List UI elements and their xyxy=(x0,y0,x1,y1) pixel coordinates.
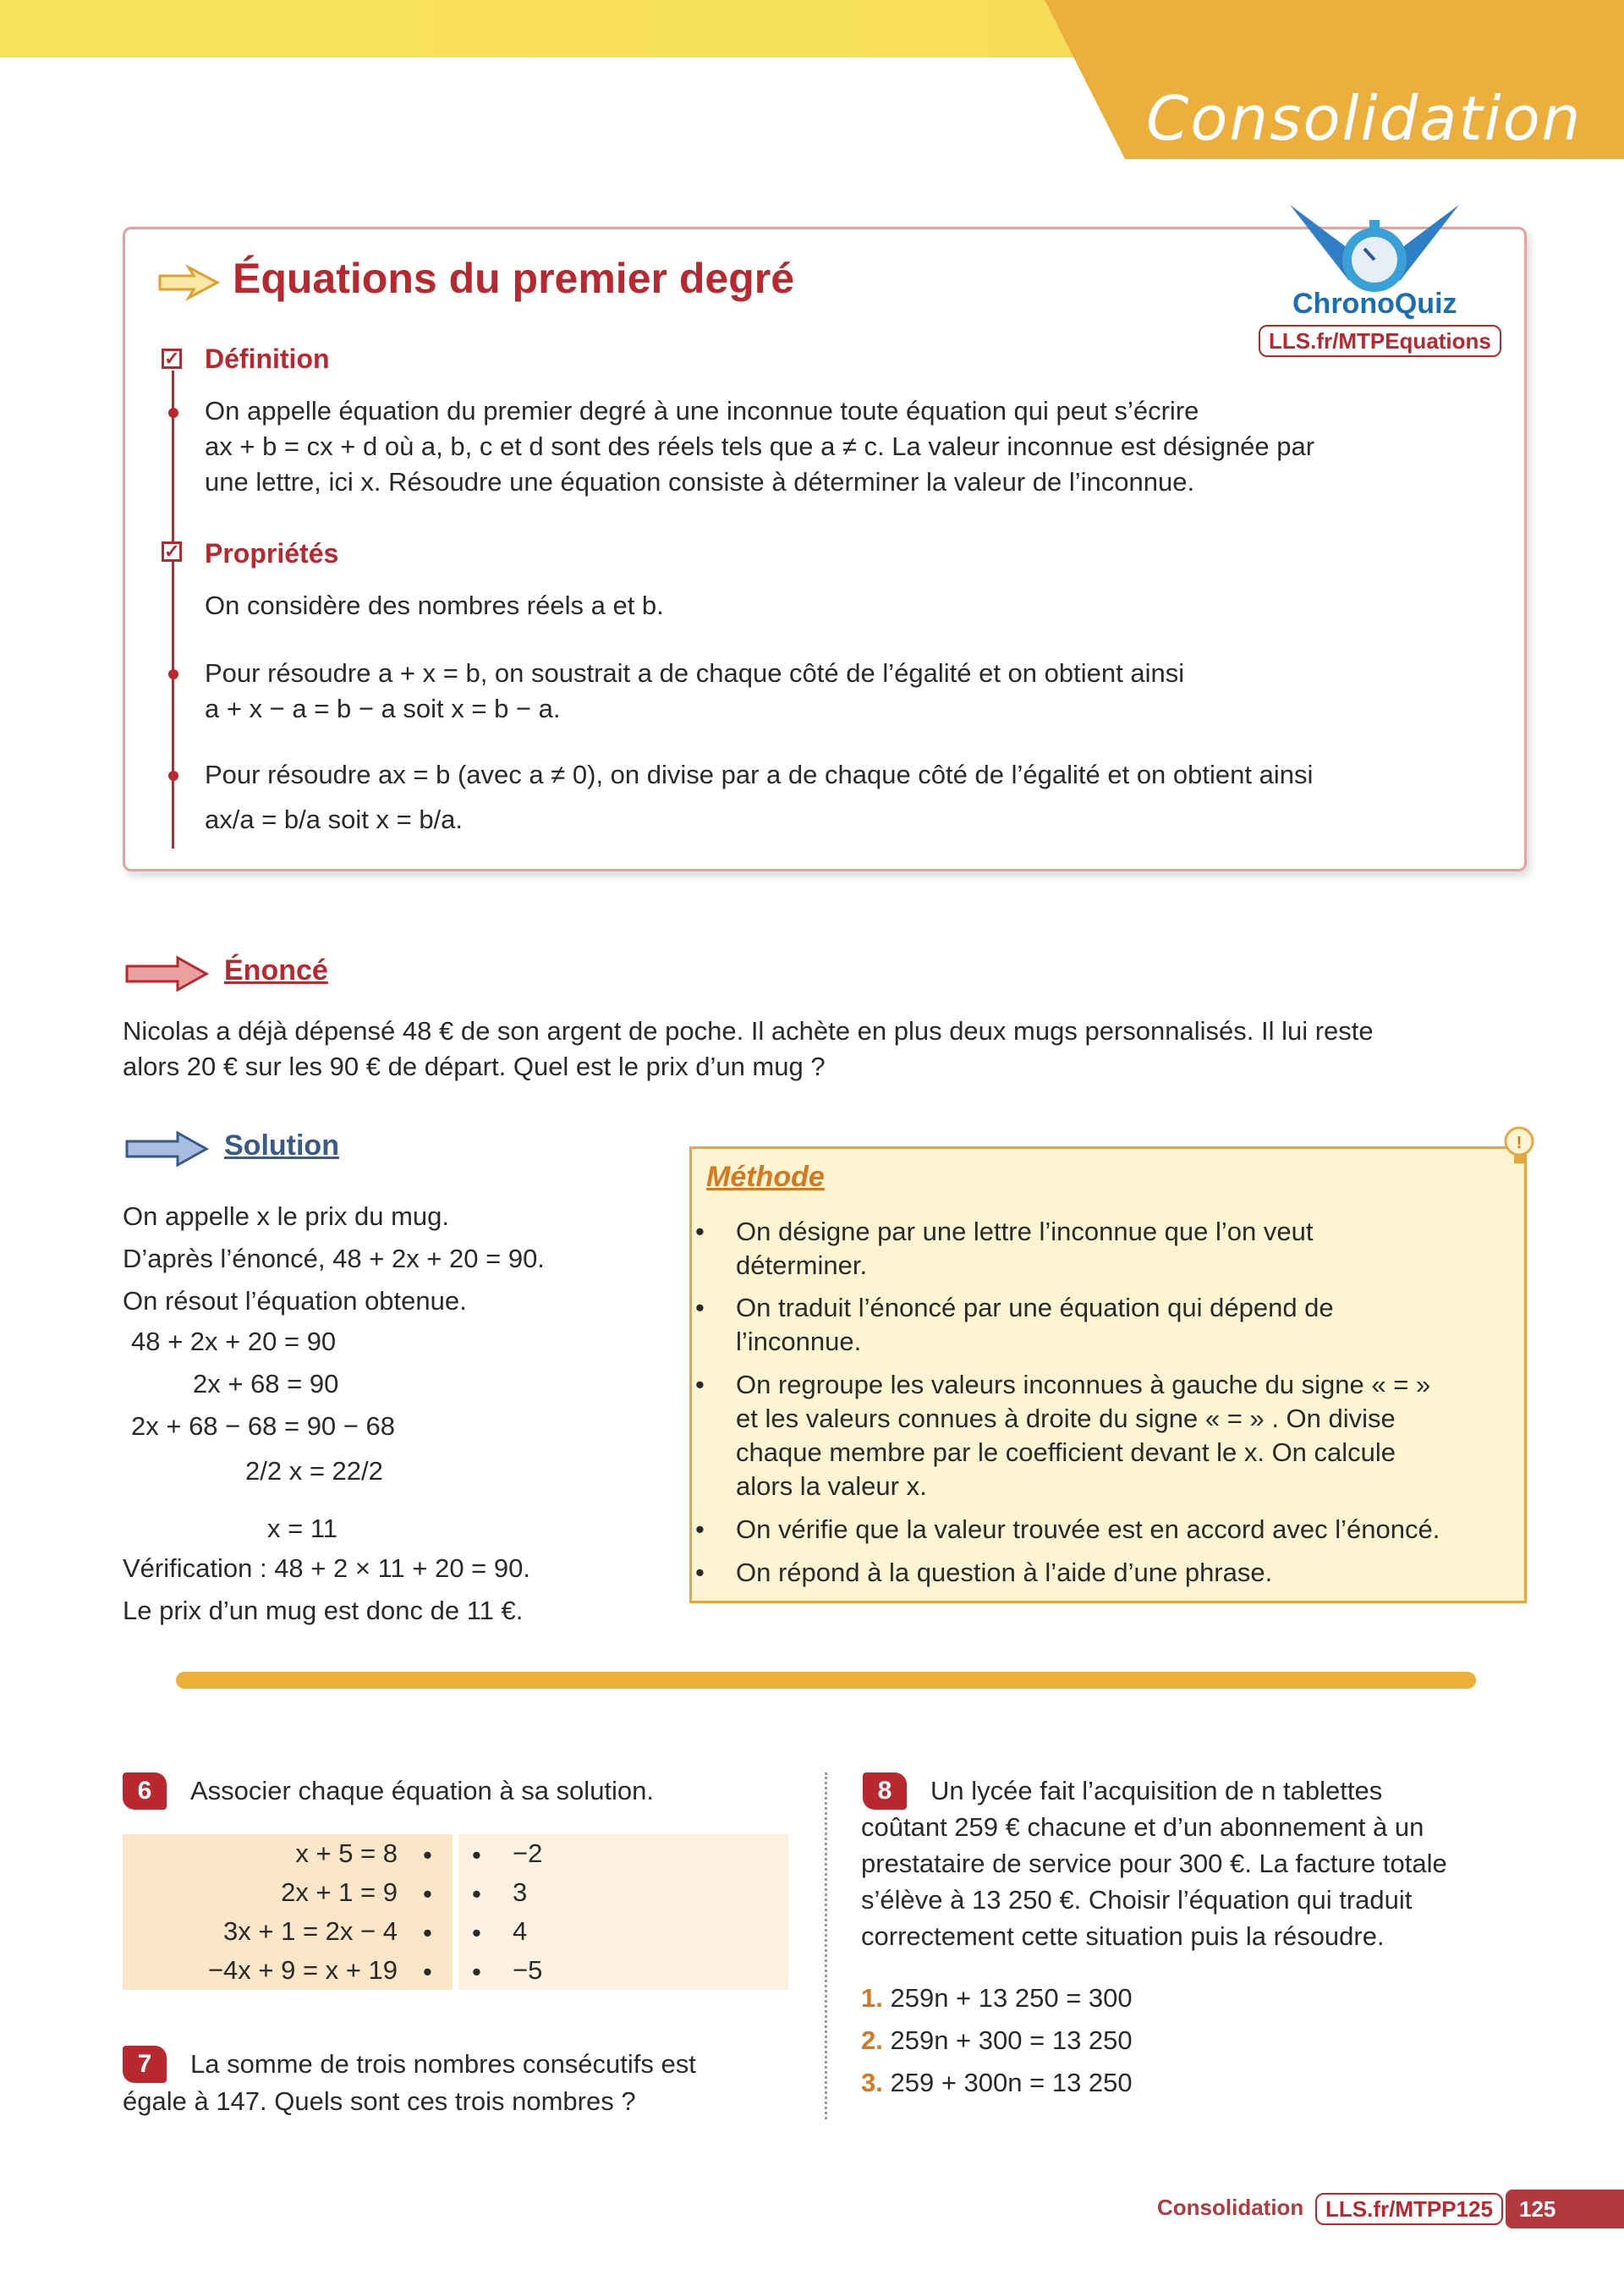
footer-section: Consolidation xyxy=(1157,2195,1304,2220)
column-divider xyxy=(825,1772,827,2119)
solution-line: 48 + 2x + 20 = 90 xyxy=(131,1327,337,1356)
exercise-prompt: Associer chaque équation à sa solution. xyxy=(190,1776,655,1805)
equation-item[interactable]: x + 5 = 8 xyxy=(295,1838,398,1868)
property-formula: ax/a = b/a soit x = b/a. xyxy=(205,805,464,834)
solution-line: D’après l’énoncé, 48 + 2x + 20 = 90. xyxy=(123,1244,545,1273)
page-number: 125 xyxy=(1506,2190,1624,2228)
property-text: Pour résoudre ax = b (avec a ≠ 0), on divise par a de chaque côté de l’égalité et on obtient ainsi xyxy=(205,760,1314,789)
exercise-6 xyxy=(123,1772,167,1810)
solution-line: On résout l’équation obtenue. xyxy=(123,1286,467,1316)
methode-item: alors la valeur x. xyxy=(736,1471,927,1501)
bullet-dot xyxy=(168,771,178,781)
exercise-number: 6 xyxy=(123,1772,167,1810)
solution-line: On appelle x le prix du mug. xyxy=(123,1201,449,1231)
property-text: a + x − a = b − a soit x = b − a. xyxy=(205,694,561,723)
footer-link[interactable]: LLS.fr/MTPP125 xyxy=(1315,2193,1503,2225)
definition-text: une lettre, ici x. Résoudre une équation consiste à déterminer la valeur de l’inconnue. xyxy=(205,467,1195,497)
equation-item[interactable]: 3x + 1 = 2x − 4 xyxy=(223,1916,398,1946)
properties-intro: On considère des nombres réels a et b. xyxy=(205,591,664,620)
option-number: 3. xyxy=(861,2068,883,2097)
arrow-icon xyxy=(125,954,210,993)
equation-item[interactable]: 2x + 1 = 9 xyxy=(281,1877,398,1907)
methode-item: On regroupe les valeurs inconnues à gauche du signe « = » xyxy=(736,1370,1431,1399)
solution-item[interactable]: 4 xyxy=(513,1916,528,1946)
bullet-dot xyxy=(168,669,178,679)
svg-text:!: ! xyxy=(1516,1134,1522,1152)
exercise-8-text: correctement cette situation puis la résoudre. xyxy=(861,1921,1385,1951)
solution-line: 2/2 x = 22/2 xyxy=(245,1456,383,1486)
exercise-8-text: s’élève à 13 250 €. Choisir l’équation qui traduit xyxy=(861,1885,1413,1915)
definition-text: ax + b = cx + d où a, b, c et d sont des réels tels que a ≠ c. La valeur inconnue est désignée par xyxy=(205,431,1315,461)
enonce-text: Nicolas a déjà dépensé 48 € de son argent de poche. Il achète en plus deux mugs personnalisés. Il lui reste xyxy=(123,1016,1374,1046)
property-text: Pour résoudre a + x = b, on soustrait a de chaque côté de l’égalité et on obtient ainsi xyxy=(205,658,1185,688)
methode-item: déterminer. xyxy=(736,1250,868,1280)
exercise-7-text: La somme de trois nombres consécutifs est xyxy=(190,2049,696,2079)
option-equation[interactable]: 259 + 300n = 13 250 xyxy=(890,2068,1133,2097)
methode-item: On désigne par une lettre l’inconnue que l’on veut xyxy=(736,1217,1314,1246)
enonce-heading: Énoncé xyxy=(224,954,328,986)
enonce-text: alors 20 € sur les 90 € de départ. Quel est le prix d’un mug ? xyxy=(123,1052,826,1081)
solution-line: Vérification : 48 + 2 × 11 + 20 = 90. xyxy=(123,1553,530,1583)
methode-item: On répond à la question à l’aide d’une phrase. xyxy=(736,1558,1273,1587)
equation-item[interactable]: −4x + 9 = x + 19 xyxy=(207,1955,398,1985)
exercise-8-text: Un lycée fait l’acquisition de n tablettes xyxy=(930,1776,1383,1805)
option-number: 2. xyxy=(861,2025,883,2055)
box-title: Équations du premier degré xyxy=(233,255,795,302)
methode-item: On traduit l’énoncé par une équation qui dépend de xyxy=(736,1293,1334,1322)
lightbulb-icon xyxy=(1489,1113,1550,1173)
solutions-column xyxy=(458,1834,788,1990)
section-divider xyxy=(176,1672,1476,1689)
section-title: Consolidation xyxy=(1146,83,1583,154)
chronoquiz-label: ChronoQuiz xyxy=(1292,288,1457,320)
exercise-number: 7 xyxy=(123,2046,167,2083)
exercise-number: 8 xyxy=(863,1772,907,1810)
option-number: 1. xyxy=(861,1983,883,2013)
methode-item: On vérifie que la valeur trouvée est en accord avec l’énoncé. xyxy=(736,1514,1440,1544)
solution-item[interactable]: −5 xyxy=(513,1955,543,1985)
solution-line: x = 11 xyxy=(267,1514,338,1543)
methode-heading: Méthode xyxy=(706,1161,825,1193)
solution-line: Le prix d’un mug est donc de 11 €. xyxy=(123,1596,524,1625)
properties-heading: Propriétés xyxy=(205,538,339,569)
solution-line: 2x + 68 = 90 xyxy=(193,1369,339,1399)
exercise-8-text: coûtant 259 € chacune et d’un abonnement à un xyxy=(861,1812,1424,1842)
checkbox-icon: ✓ xyxy=(162,349,182,369)
solution-line: 2x + 68 − 68 = 90 − 68 xyxy=(131,1411,395,1441)
checkbox-icon: ✓ xyxy=(162,541,182,562)
chronoquiz-link[interactable]: LLS.fr/MTPEquations xyxy=(1259,325,1501,357)
methode-item: l’inconnue. xyxy=(736,1327,862,1356)
option-equation[interactable]: 259n + 13 250 = 300 xyxy=(890,1983,1133,2013)
methode-item: chaque membre par le coefficient devant le x. On calcule xyxy=(736,1437,1396,1467)
definition-text: On appelle équation du premier degré à une inconnue toute équation qui peut s’écrire xyxy=(205,396,1199,426)
exercise-7-text: égale à 147. Quels sont ces trois nombres ? xyxy=(123,2086,636,2116)
bullet-dot xyxy=(168,408,178,418)
solution-heading: Solution xyxy=(224,1129,339,1162)
methode-item: et les valeurs connues à droite du signe « = » . On divise xyxy=(736,1404,1396,1433)
solution-item[interactable]: −2 xyxy=(513,1838,543,1868)
exercise-8-text: prestataire de service pour 300 €. La facture totale xyxy=(861,1849,1447,1878)
solution-item[interactable]: 3 xyxy=(513,1877,528,1907)
arrow-icon xyxy=(125,1129,210,1168)
pointing-hand-icon xyxy=(156,264,224,303)
definition-heading: Définition xyxy=(205,343,330,374)
option-equation[interactable]: 259n + 300 = 13 250 xyxy=(890,2025,1133,2055)
